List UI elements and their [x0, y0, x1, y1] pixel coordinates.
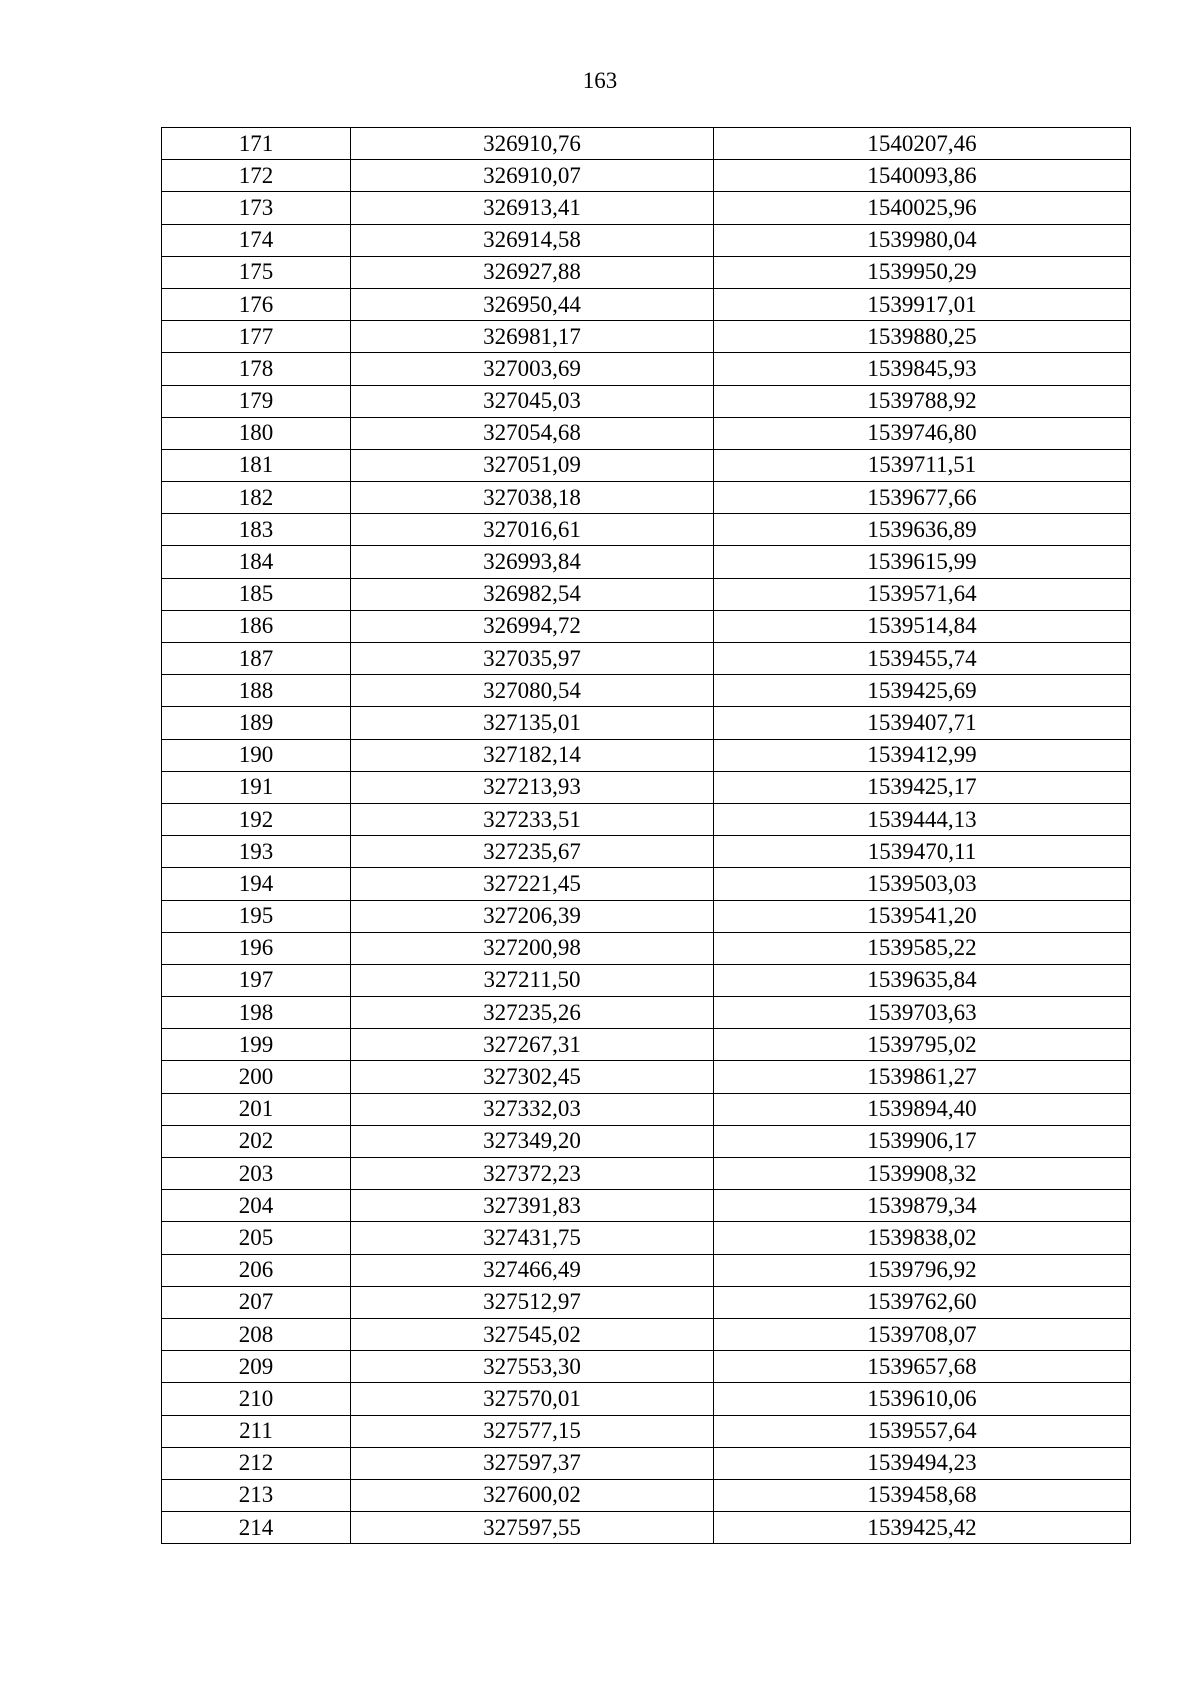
point-number-cell: 184	[162, 546, 351, 578]
table-row	[162, 997, 1131, 1029]
point-number-cell: 214	[162, 1512, 351, 1544]
point-number-cell: 181	[162, 449, 351, 481]
y-coordinate-cell: 1539711,51	[714, 449, 1131, 481]
table-row	[162, 1512, 1131, 1544]
x-coordinate-cell: 327054,68	[351, 417, 714, 449]
table-row	[162, 1447, 1131, 1479]
x-coordinate-cell: 327372,23	[351, 1158, 714, 1190]
table-row	[162, 1190, 1131, 1222]
table-row	[162, 868, 1131, 900]
y-coordinate-cell: 1539762,60	[714, 1286, 1131, 1318]
x-coordinate-cell: 327349,20	[351, 1125, 714, 1157]
table-row	[162, 1286, 1131, 1318]
x-coordinate-cell: 326910,76	[351, 128, 714, 160]
table-row	[162, 417, 1131, 449]
x-coordinate-cell: 327332,03	[351, 1093, 714, 1125]
table-row	[162, 321, 1131, 353]
point-number-cell: 199	[162, 1029, 351, 1061]
x-coordinate-cell: 326927,88	[351, 256, 714, 288]
x-coordinate-cell: 326981,17	[351, 321, 714, 353]
x-coordinate-cell: 327016,61	[351, 514, 714, 546]
table-row	[162, 1351, 1131, 1383]
point-number-cell: 176	[162, 288, 351, 320]
point-number-cell: 177	[162, 321, 351, 353]
y-coordinate-cell: 1539879,34	[714, 1190, 1131, 1222]
y-coordinate-cell: 1539425,69	[714, 675, 1131, 707]
table-row	[162, 192, 1131, 224]
y-coordinate-cell: 1540025,96	[714, 192, 1131, 224]
x-coordinate-cell: 327035,97	[351, 643, 714, 675]
y-coordinate-cell: 1540207,46	[714, 128, 1131, 160]
x-coordinate-cell: 326950,44	[351, 288, 714, 320]
x-coordinate-cell: 326914,58	[351, 224, 714, 256]
y-coordinate-cell: 1539470,11	[714, 836, 1131, 868]
table-row	[162, 1029, 1131, 1061]
y-coordinate-cell: 1539950,29	[714, 256, 1131, 288]
point-number-cell: 204	[162, 1190, 351, 1222]
point-number-cell: 175	[162, 256, 351, 288]
x-coordinate-cell: 327051,09	[351, 449, 714, 481]
point-number-cell: 187	[162, 643, 351, 675]
x-coordinate-cell: 326910,07	[351, 160, 714, 192]
table-row	[162, 836, 1131, 868]
y-coordinate-cell: 1539610,06	[714, 1383, 1131, 1415]
point-number-cell: 178	[162, 353, 351, 385]
table-row	[162, 1093, 1131, 1125]
point-number-cell: 189	[162, 707, 351, 739]
point-number-cell: 192	[162, 803, 351, 835]
y-coordinate-cell: 1539746,80	[714, 417, 1131, 449]
point-number-cell: 182	[162, 482, 351, 514]
point-number-cell: 188	[162, 675, 351, 707]
y-coordinate-cell: 1539458,68	[714, 1479, 1131, 1511]
coordinates-table-body	[162, 128, 1131, 1544]
x-coordinate-cell: 327045,03	[351, 385, 714, 417]
y-coordinate-cell: 1539636,89	[714, 514, 1131, 546]
table-row	[162, 675, 1131, 707]
x-coordinate-cell: 326913,41	[351, 192, 714, 224]
x-coordinate-cell: 327213,93	[351, 771, 714, 803]
point-number-cell: 213	[162, 1479, 351, 1511]
y-coordinate-cell: 1539677,66	[714, 482, 1131, 514]
point-number-cell: 209	[162, 1351, 351, 1383]
table-row	[162, 610, 1131, 642]
y-coordinate-cell: 1540093,86	[714, 160, 1131, 192]
y-coordinate-cell: 1539861,27	[714, 1061, 1131, 1093]
table-row	[162, 1383, 1131, 1415]
coordinates-table	[161, 127, 1131, 1544]
table-row	[162, 514, 1131, 546]
x-coordinate-cell: 327038,18	[351, 482, 714, 514]
y-coordinate-cell: 1539615,99	[714, 546, 1131, 578]
point-number-cell: 198	[162, 997, 351, 1029]
y-coordinate-cell: 1539908,32	[714, 1158, 1131, 1190]
y-coordinate-cell: 1539980,04	[714, 224, 1131, 256]
table-row	[162, 803, 1131, 835]
table-row	[162, 1479, 1131, 1511]
point-number-cell: 174	[162, 224, 351, 256]
x-coordinate-cell: 327080,54	[351, 675, 714, 707]
x-coordinate-cell: 327553,30	[351, 1351, 714, 1383]
y-coordinate-cell: 1539514,84	[714, 610, 1131, 642]
point-number-cell: 185	[162, 578, 351, 610]
y-coordinate-cell: 1539894,40	[714, 1093, 1131, 1125]
y-coordinate-cell: 1539703,63	[714, 997, 1131, 1029]
point-number-cell: 183	[162, 514, 351, 546]
table-row	[162, 1415, 1131, 1447]
x-coordinate-cell: 327512,97	[351, 1286, 714, 1318]
y-coordinate-cell: 1539503,03	[714, 868, 1131, 900]
x-coordinate-cell: 327206,39	[351, 900, 714, 932]
point-number-cell: 180	[162, 417, 351, 449]
table-row	[162, 739, 1131, 771]
table-row	[162, 482, 1131, 514]
x-coordinate-cell: 327597,37	[351, 1447, 714, 1479]
point-number-cell: 190	[162, 739, 351, 771]
point-number-cell: 211	[162, 1415, 351, 1447]
x-coordinate-cell: 327200,98	[351, 932, 714, 964]
table-row	[162, 546, 1131, 578]
point-number-cell: 201	[162, 1093, 351, 1125]
y-coordinate-cell: 1539708,07	[714, 1318, 1131, 1350]
point-number-cell: 212	[162, 1447, 351, 1479]
x-coordinate-cell: 327466,49	[351, 1254, 714, 1286]
x-coordinate-cell: 327235,67	[351, 836, 714, 868]
y-coordinate-cell: 1539796,92	[714, 1254, 1131, 1286]
y-coordinate-cell: 1539917,01	[714, 288, 1131, 320]
x-coordinate-cell: 327431,75	[351, 1222, 714, 1254]
x-coordinate-cell: 327135,01	[351, 707, 714, 739]
x-coordinate-cell: 327600,02	[351, 1479, 714, 1511]
x-coordinate-cell: 326982,54	[351, 578, 714, 610]
page-number: 163	[582, 68, 618, 93]
point-number-cell: 197	[162, 964, 351, 996]
table-row	[162, 128, 1131, 160]
y-coordinate-cell: 1539444,13	[714, 803, 1131, 835]
x-coordinate-cell: 326994,72	[351, 610, 714, 642]
x-coordinate-cell: 327391,83	[351, 1190, 714, 1222]
x-coordinate-cell: 327545,02	[351, 1318, 714, 1350]
table-row	[162, 932, 1131, 964]
table-row	[162, 771, 1131, 803]
y-coordinate-cell: 1539557,64	[714, 1415, 1131, 1447]
table-row	[162, 1125, 1131, 1157]
point-number-cell: 210	[162, 1383, 351, 1415]
table-row	[162, 1222, 1131, 1254]
x-coordinate-cell: 327570,01	[351, 1383, 714, 1415]
point-number-cell: 203	[162, 1158, 351, 1190]
point-number-cell: 191	[162, 771, 351, 803]
point-number-cell: 173	[162, 192, 351, 224]
table-row	[162, 449, 1131, 481]
table-row	[162, 900, 1131, 932]
y-coordinate-cell: 1539795,02	[714, 1029, 1131, 1061]
x-coordinate-cell: 327302,45	[351, 1061, 714, 1093]
point-number-cell: 205	[162, 1222, 351, 1254]
y-coordinate-cell: 1539585,22	[714, 932, 1131, 964]
point-number-cell: 200	[162, 1061, 351, 1093]
table-row	[162, 1318, 1131, 1350]
x-coordinate-cell: 327577,15	[351, 1415, 714, 1447]
x-coordinate-cell: 327267,31	[351, 1029, 714, 1061]
x-coordinate-cell: 327235,26	[351, 997, 714, 1029]
y-coordinate-cell: 1539425,42	[714, 1512, 1131, 1544]
y-coordinate-cell: 1539407,71	[714, 707, 1131, 739]
y-coordinate-cell: 1539571,64	[714, 578, 1131, 610]
y-coordinate-cell: 1539880,25	[714, 321, 1131, 353]
x-coordinate-cell: 327233,51	[351, 803, 714, 835]
x-coordinate-cell: 327221,45	[351, 868, 714, 900]
table-row	[162, 224, 1131, 256]
y-coordinate-cell: 1539788,92	[714, 385, 1131, 417]
y-coordinate-cell: 1539412,99	[714, 739, 1131, 771]
table-row	[162, 160, 1131, 192]
y-coordinate-cell: 1539906,17	[714, 1125, 1131, 1157]
point-number-cell: 172	[162, 160, 351, 192]
table-row	[162, 707, 1131, 739]
x-coordinate-cell: 327003,69	[351, 353, 714, 385]
table-row	[162, 353, 1131, 385]
y-coordinate-cell: 1539657,68	[714, 1351, 1131, 1383]
y-coordinate-cell: 1539838,02	[714, 1222, 1131, 1254]
y-coordinate-cell: 1539845,93	[714, 353, 1131, 385]
x-coordinate-cell: 327211,50	[351, 964, 714, 996]
x-coordinate-cell: 327182,14	[351, 739, 714, 771]
y-coordinate-cell: 1539425,17	[714, 771, 1131, 803]
y-coordinate-cell: 1539494,23	[714, 1447, 1131, 1479]
point-number-cell: 179	[162, 385, 351, 417]
point-number-cell: 207	[162, 1286, 351, 1318]
table-row	[162, 1254, 1131, 1286]
table-row	[162, 643, 1131, 675]
table-row	[162, 385, 1131, 417]
table-row	[162, 1158, 1131, 1190]
table-row	[162, 964, 1131, 996]
point-number-cell: 171	[162, 128, 351, 160]
point-number-cell: 186	[162, 610, 351, 642]
x-coordinate-cell: 327597,55	[351, 1512, 714, 1544]
y-coordinate-cell: 1539635,84	[714, 964, 1131, 996]
point-number-cell: 194	[162, 868, 351, 900]
point-number-cell: 196	[162, 932, 351, 964]
table-row	[162, 256, 1131, 288]
point-number-cell: 195	[162, 900, 351, 932]
y-coordinate-cell: 1539455,74	[714, 643, 1131, 675]
x-coordinate-cell: 326993,84	[351, 546, 714, 578]
point-number-cell: 202	[162, 1125, 351, 1157]
table-row	[162, 288, 1131, 320]
point-number-cell: 208	[162, 1318, 351, 1350]
point-number-cell: 206	[162, 1254, 351, 1286]
table-row	[162, 578, 1131, 610]
table-row	[162, 1061, 1131, 1093]
point-number-cell: 193	[162, 836, 351, 868]
y-coordinate-cell: 1539541,20	[714, 900, 1131, 932]
